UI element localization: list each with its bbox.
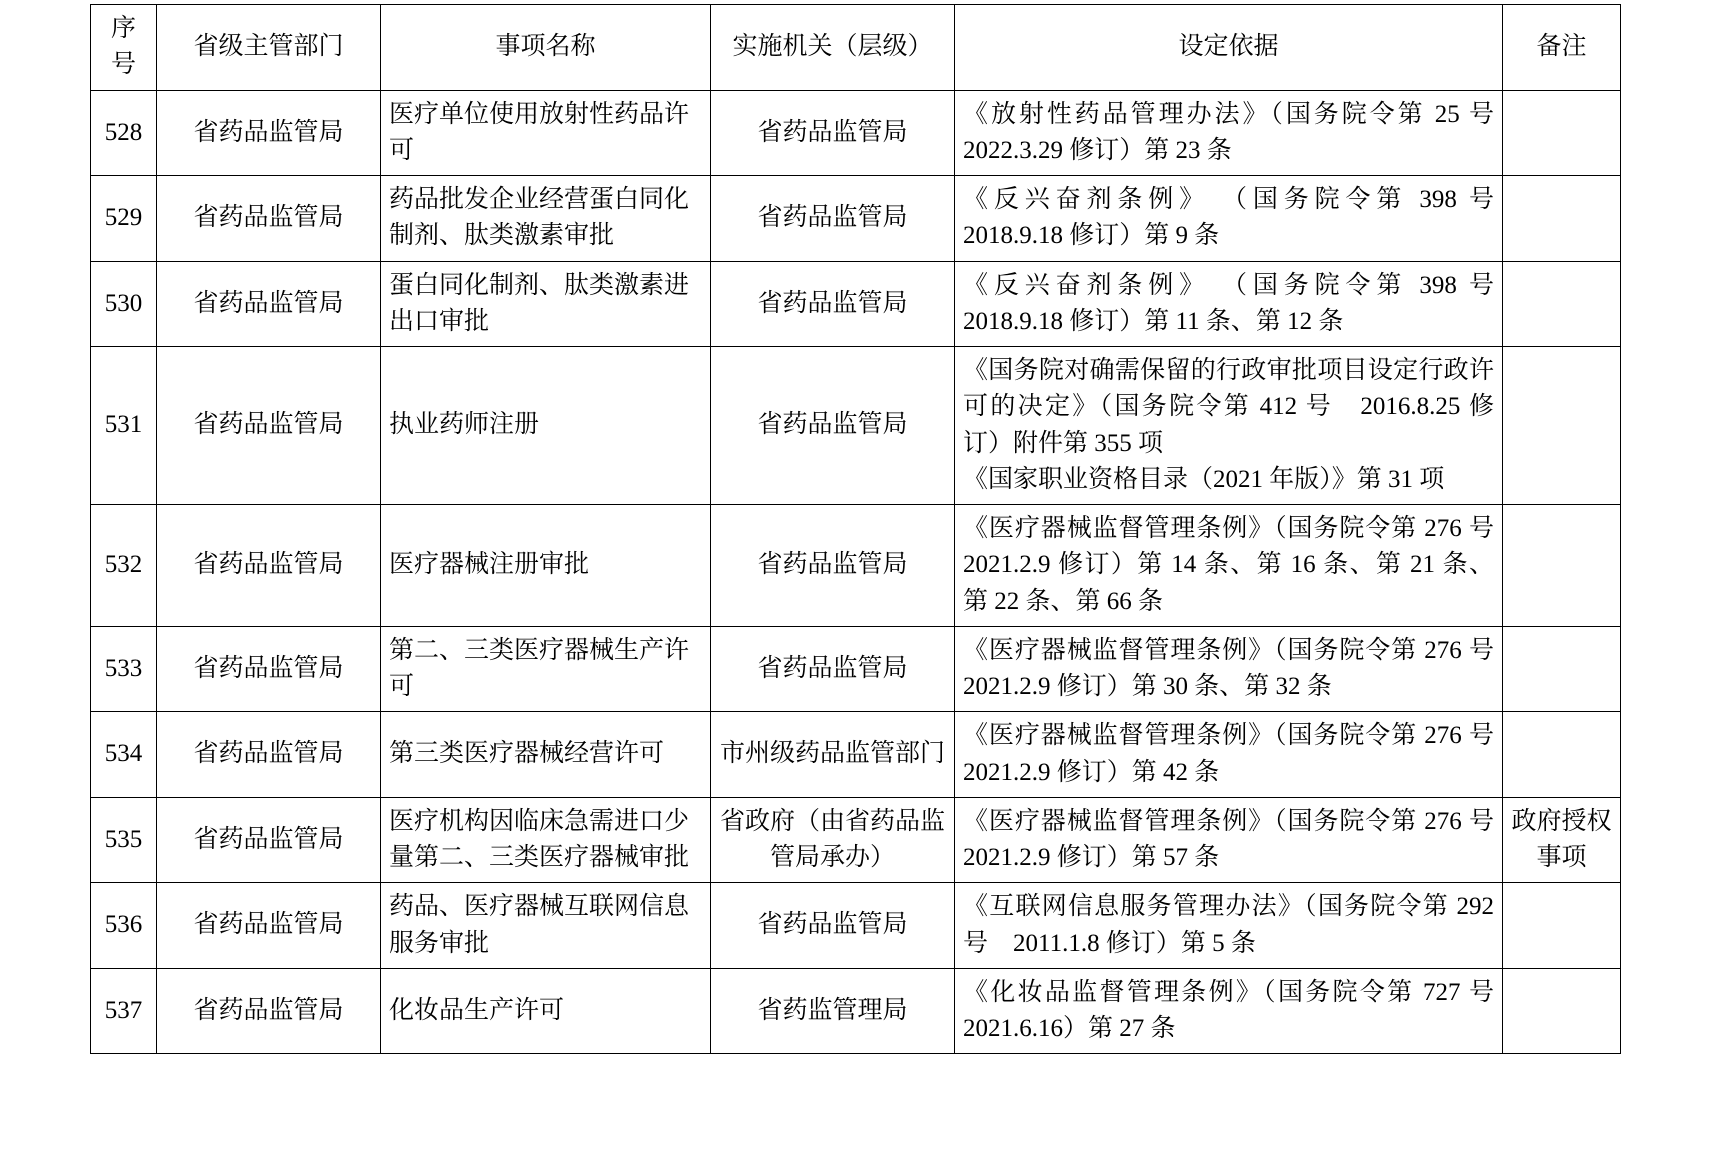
cell-seq: 531 [91,347,157,505]
legal-basis-line: 《国家职业资格目录（2021 年版）》第 31 项 [963,465,1445,493]
cell-seq: 536 [91,883,157,969]
cell-legal-basis [955,176,1503,262]
table-row [91,883,1621,969]
column-header-department: 省级主管部门 [157,5,381,91]
table-row [91,90,1621,176]
cell-implementing-organ: 省药品监管局 [711,347,955,505]
cell-item-name: 医疗机构因临床急需进口少量第二、三类医疗器械审批 [381,797,711,883]
legal-basis-line: 《化妆品监督管理条例》（国务院令第 727 号 2021.6.16）第 27 条 [963,978,1494,1042]
cell-department: 省药品监管局 [157,797,381,883]
table-row [91,626,1621,712]
table-row [91,797,1621,883]
legal-basis-line: 《医疗器械监督管理条例》（国务院令第 276 号 2021.2.9 修订）第 14 条、第 16 条、第 21 条、第 22 条、第 66 条 [963,515,1494,615]
legal-basis-line: 《反兴奋剂条例》 （国务院令第 398 号 2018.9.18 修订）第 11 条、第 12 条 [963,271,1494,335]
cell-department: 省药品监管局 [157,505,381,627]
cell-remark [1503,712,1621,798]
column-header-seq: 序号 [91,5,157,91]
legal-basis-line: 《医疗器械监督管理条例》（国务院令第 276 号 2021.2.9 修订）第 57 条 [963,807,1494,871]
cell-legal-basis [955,626,1503,712]
cell-legal-basis [955,261,1503,347]
column-header-remark: 备注 [1503,5,1621,91]
column-header-item-name: 事项名称 [381,5,711,91]
cell-legal-basis [955,90,1503,176]
cell-remark: 政府授权事项 [1503,797,1621,883]
cell-seq: 534 [91,712,157,798]
cell-implementing-organ: 省药品监管局 [711,505,955,627]
table-row [91,347,1621,505]
cell-legal-basis [955,797,1503,883]
cell-implementing-organ: 省药品监管局 [711,261,955,347]
cell-legal-basis [955,883,1503,969]
cell-item-name: 药品批发企业经营蛋白同化制剂、肽类激素审批 [381,176,711,262]
table-row [91,261,1621,347]
table-body [91,90,1621,1054]
table-row [91,505,1621,627]
cell-department: 省药品监管局 [157,261,381,347]
legal-basis-line: 《国务院对确需保留的行政审批项目设定行政许可的决定》（国务院令第 412 号 2016.8.25 修订）附件第 355 项 [963,357,1494,457]
column-header-implementing-organ: 实施机关（层级） [711,5,955,91]
cell-remark [1503,176,1621,262]
table-header [91,5,1621,91]
cell-seq: 532 [91,505,157,627]
legal-basis-line: 《放射性药品管理办法》（国务院令第 25 号 2022.3.29 修订）第 23 条 [963,100,1494,164]
cell-department: 省药品监管局 [157,883,381,969]
cell-legal-basis [955,347,1503,505]
cell-implementing-organ: 省药品监管局 [711,626,955,712]
table-row [91,176,1621,262]
cell-department: 省药品监管局 [157,968,381,1054]
cell-item-name: 第三类医疗器械经营许可 [381,712,711,798]
cell-department: 省药品监管局 [157,90,381,176]
cell-implementing-organ: 市州级药品监管部门 [711,712,955,798]
cell-department: 省药品监管局 [157,712,381,798]
cell-remark [1503,505,1621,627]
cell-item-name: 第二、三类医疗器械生产许可 [381,626,711,712]
cell-remark [1503,968,1621,1054]
cell-item-name: 蛋白同化制剂、肽类激素进出口审批 [381,261,711,347]
cell-remark [1503,90,1621,176]
cell-seq: 535 [91,797,157,883]
cell-seq: 530 [91,261,157,347]
legal-basis-line: 《反兴奋剂条例》 （国务院令第 398 号 2018.9.18 修订）第 9 条 [963,186,1494,250]
legal-basis-line: 《医疗器械监督管理条例》（国务院令第 276 号 2021.2.9 修订）第 42 条 [963,722,1494,786]
cell-seq: 533 [91,626,157,712]
column-header-legal-basis: 设定依据 [955,5,1503,91]
cell-legal-basis [955,505,1503,627]
cell-seq: 529 [91,176,157,262]
cell-implementing-organ: 省药监管理局 [711,968,955,1054]
cell-legal-basis [955,968,1503,1054]
table-header-row [91,5,1621,91]
table-row [91,712,1621,798]
administrative-license-table [90,4,1621,1054]
cell-item-name: 化妆品生产许可 [381,968,711,1054]
cell-implementing-organ: 省药品监管局 [711,90,955,176]
cell-remark [1503,261,1621,347]
cell-implementing-organ: 省政府（由省药品监管局承办） [711,797,955,883]
legal-basis-line: 《医疗器械监督管理条例》（国务院令第 276 号 2021.2.9 修订）第 30 条、第 32 条 [963,636,1494,700]
cell-item-name: 医疗器械注册审批 [381,505,711,627]
cell-seq: 537 [91,968,157,1054]
cell-item-name: 医疗单位使用放射性药品许可 [381,90,711,176]
cell-remark [1503,347,1621,505]
cell-item-name: 执业药师注册 [381,347,711,505]
cell-implementing-organ: 省药品监管局 [711,883,955,969]
legal-basis-line: 《互联网信息服务管理办法》（国务院令第 292 号 2011.1.8 修订）第 5 条 [963,893,1494,957]
cell-legal-basis [955,712,1503,798]
cell-seq: 528 [91,90,157,176]
cell-department: 省药品监管局 [157,176,381,262]
cell-remark [1503,883,1621,969]
cell-remark [1503,626,1621,712]
cell-department: 省药品监管局 [157,347,381,505]
cell-item-name: 药品、医疗器械互联网信息服务审批 [381,883,711,969]
cell-department: 省药品监管局 [157,626,381,712]
cell-implementing-organ: 省药品监管局 [711,176,955,262]
table-row [91,968,1621,1054]
